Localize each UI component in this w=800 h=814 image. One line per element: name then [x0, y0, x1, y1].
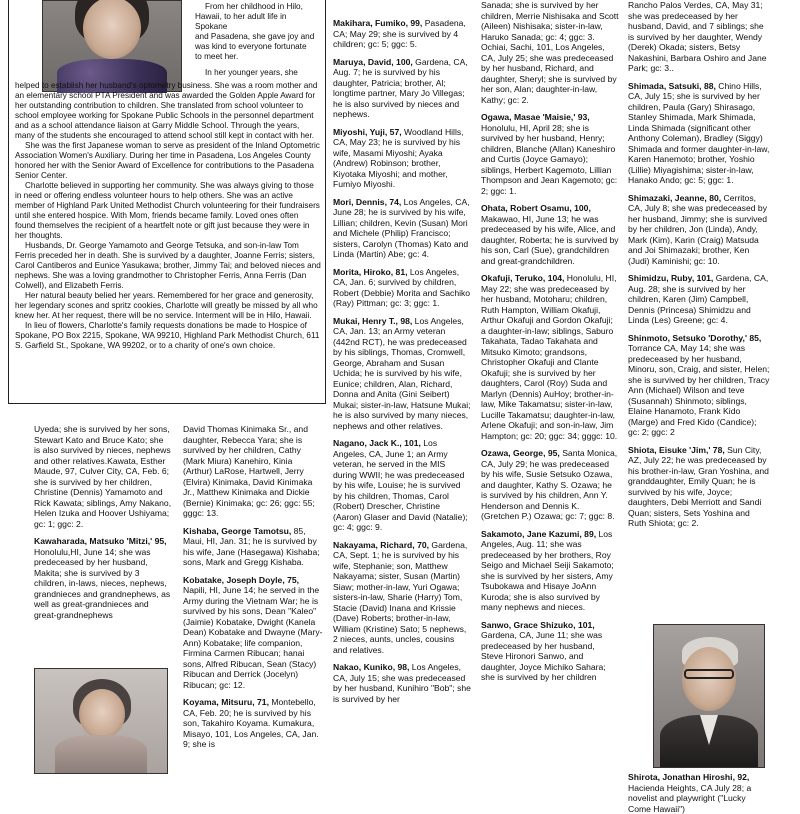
- obituary-entry: [628, 193, 770, 267]
- intro-line: In her younger years, she: [205, 68, 298, 77]
- entry-name: Koyama, Mitsuru, 71,: [183, 697, 269, 707]
- entry-text: Woodland Hills, CA, May 23; he is survived by his wife, Masami Miyoshi; Ayaka (Andrew) Robinson; brother, Kiyotaka Miyoshi; and mother, Fumiyo Miyoshi.: [333, 126, 464, 189]
- entry-text: Pasadena, CA; May 29; she is survived by 4 children; gc: 5; ggc: 5.: [333, 18, 466, 49]
- obituary-entry: [333, 197, 471, 260]
- obituary-entry: [34, 424, 172, 529]
- entry-name: Okafuji, Teruko, 104,: [481, 273, 565, 283]
- obituary-entry: [333, 57, 471, 120]
- entry-name: Shinmoto, Setsuko 'Dorothy,' 85,: [628, 332, 762, 343]
- entry-name: Shiota, Eisuke 'Jim,' 78,: [628, 444, 725, 455]
- entry-text: Honolulu, HI, April 28; she is survived by her husband, Henry; children, Blanche (Allan) Kaneshiro and Curtis (Joyce Gamayo); siblings, Herbert Kagemoto, Lillian Thompson and Jean Kagemoto; gc: 2; ggc: 1.: [481, 122, 618, 196]
- entry-text: Napili, HI, June 14; he served in the Army during the Vietnam War; he is survived by his sons, Dean "Kaleo" (Jaimie) Kobatake, Dwight (Kanela Dean) Kobatake and Dwayne (Mary-Ann) Kobatake; life companion, Firmina Carmen Ribucan; hanai sons, Alfred Ribucan, Sean (Stacy) Ribucan and Derrick (Jocelyn) Ribucan; gc: 12.: [183, 585, 323, 690]
- feature-paragraph: helped to establish her husband's optometry business. She was a room mother and an elementary school PTA President and was awarded the Golden Apple Award for her outstanding contribution to children. She translated from school volunteer to school employee working for Spokane Public Schools in the personnel department and as a school attendance liaison at Garry Middle School. Through the years, many of the students she encouraged to attend school still kept in contact with her.: [15, 81, 318, 140]
- entry-text: Torrance CA, May 14; she was predeceased by her husband, Minoru, son, Craig, and sister, Helen; she is survived by her children, Tracy Ann (Michael) Wilson and teve (Susannah) Shinmoto; siblings, Elaine Hanamoto, Frank Kido (Marge) and Fred Kido (Candice); gc: 2; ggc: 2: [628, 343, 770, 437]
- entry-name: Miyoshi, Yuji, 57,: [333, 126, 402, 137]
- entry-text: Honolulu, HI, May 22; she was predeceased by her husband, Motoharu; children, Ruth Hampton, William Okafuji, Arthur Okafuji and Gordon Okafuji; a daughter-in-law; siblings, Saburo Takahata, Tadao Takahata and Mitsuko Kimoto; grandsons, Christopher Okafuji and Clante Okafuji; she is survived by her daughters, Carol (Roy) Suda and Marlyn (Dennis) AuHoy; brother-in-law, Mike Takamatsu; sister-in-law, Lucille Takamatsu; daughter-in-law, Arlene Okafuji; and son-in-law, Jim Hampton; gc: 20; ggc: 34; gggc: 10.: [481, 273, 618, 441]
- entry-text: Uyeda; she is survived by her sons, Stewart Kato and Bruce Kato; she is also survived by nieces, nephews and other relatives.Kawata, Esther Maude, 97, Culver City, CA, Feb. 6; she is survived by her children, Christine (Dennis) Yamamoto and Rick Kawata; siblings, Amy Nakano, Helen Izuka and Hoover Ushiyama; gc: 1; ggc: 2.: [34, 424, 172, 529]
- intro-line: From her childhood in Hilo,: [205, 2, 303, 11]
- feature-paragraph: Husbands, Dr. George Yamamoto and George Tetsuka, and son-in-law Tom Ferris preceded her in death. She is survived by a daughter, Joanne Ferris; sisters, Carol Cantiberos and Eunice Yasukawa; brother, Jimmy Tai; and beloved nieces and nephews. She was a loving grandmother to Christopher Ferris, Anna Ferris (Dan Colwell), and Elizabeth Ferris.: [15, 241, 321, 290]
- feature-paragraph: She was the first Japanese woman to serve as president of the Inland Optometric Association Women's Auxiliary. During her time in Pasadena, Los Angeles County honored her with the Senior Award of Excellence for contributions to the Pasadena Senior Center.: [15, 141, 320, 180]
- entry-text: Los Angeles, CA, June 1; an Army veteran, he served in the MIS during WWII; he was predeceased by his wife, Louise; he is survived by his children, Thomas, Carol (Robert) Drescher, Christine (Aaron) Glaser and David (Natalie); gc: 4; ggc: 9.: [333, 438, 468, 532]
- obituary-entry: [628, 772, 770, 814]
- entry-text: Sanada; she is survived by her children, Merrie Nishisaka and Scott (Aileen) Nishisaka; sister-in-law, Haruko Sanada; gc: 4; ggc: 3. Ochiai, Sachi, 101, Los Angeles, CA, July 25; she was predeceased by her husband, Richard, and daughter, Sheryl; she is survived by her son, Alan; daughter-in-law, Kathy; gc: 2.: [481, 0, 619, 105]
- obituary-column-3: [333, 18, 471, 800]
- obituary-entry: [183, 697, 323, 750]
- obituary-entry: [481, 620, 619, 683]
- feature-paragraph: Her natural beauty belied her years. Remembered for her grace and generosity, her legendary scones and spritz cookies, Charlotte will greatly be missed by all who knew her. At her request, there will be no service. Interment will be in Hilo, Hawaii.: [15, 291, 318, 320]
- entry-name: Sanwo, Grace Shizuko, 101,: [481, 619, 595, 630]
- obituary-entry: [183, 424, 323, 519]
- entry-text: Montebello, CA, Feb. 20; he is survived by his son, Takahiro Koyama. Kumakura, Misayo, 101, Los Angeles, CA, Jan. 9; she is: [183, 697, 319, 749]
- intro-line: Hawaii, to her adult life in Spokane: [195, 12, 287, 31]
- intro-line: and Pasadena, she gave joy and: [195, 32, 315, 41]
- entry-text: Los Angeles, CA, July 15; she was predeceased by her husband, Kunihiro "Bob"; she is survived by her: [333, 662, 471, 704]
- entry-text: Makawao, HI, June 13; he was predeceased by his wife, Alice, and daughter, Roberta; he is survived by his son, Carl (Sue), grandchildren and great-grandchildren.: [481, 213, 619, 266]
- entry-name: Ohata, Robert Osamu, 100,: [481, 203, 591, 213]
- feature-intro: [195, 0, 321, 78]
- obituary-entry: [333, 267, 471, 309]
- obituary-entry: [481, 529, 619, 613]
- entry-text: Los Angeles, CA, June 28; he is survived by his wife, Lillian; children, Kevin (Susan) Mori and Michele (Philip) Francisco; sisters, Carolyn (Thomas) Kato and Linda (Martin) Abe; gc: 4.: [333, 196, 470, 259]
- entry-name: Mori, Dennis, 74,: [333, 196, 402, 207]
- entry-text: Honolulu,HI, June 14; she was predeceased by her husband, Makita; she is survived by 3 children, in-laws, nieces, nephews, grandnieces and grandnephews, as well as great-grandnieces and great-grandnephews: [34, 546, 171, 620]
- entry-name: Kishaba, George Tamotsu,: [183, 525, 292, 536]
- entry-name: Shimazaki, Jeanne, 80,: [628, 192, 722, 203]
- entry-text: 85, Maui, HI, Jan. 31; he is survived by his wife, Jane (Hasegawa) Kishaba; sons, Mark and Gregg Kishaba.: [183, 525, 320, 567]
- entry-text: Los Angeles, Aug. 11; she was predeceased by her brothers, Roy Seigo and Michael Seiji Sakamoto; she is survived by her sisters, Amy Tsubokawa and Hisaye JoAnn Kuroda; she is also survived by many nephews and nieces.: [481, 528, 614, 612]
- entry-name: Sakamoto, Jane Kazumi, 89,: [481, 528, 597, 539]
- entry-text: Gardena, CA, Aug. 7; he is survived by his daughter, Patricia; brother, Al; longtime partner, Mary Jo Villegas; he is also survived by nieces and nephews.: [333, 56, 468, 119]
- obituary-entry: [628, 273, 770, 326]
- obituary-entry: [333, 316, 471, 432]
- obituary-column-4: [481, 0, 619, 800]
- entry-text: Gardena, CA, June 11; she was predeceased by her husband, Steve Hironori Sanwo, and daughter, Joyce Michiko Sahara; she is survived by her children: [481, 630, 606, 682]
- obituary-entry: [333, 540, 471, 656]
- entry-text: Rancho Palos Verdes, CA, May 31; she was predeceased by her husband, David, and 7 siblings; she is survived by her daughter, Wendy (Derek) Okada; sisters, Betsy Nakashini, Barbara Oshiro and Jane Park; gc: 3..: [628, 0, 767, 73]
- entry-name: Mukai, Henry T., 98,: [333, 315, 413, 326]
- obituary-entry: [183, 575, 323, 691]
- entry-text: Cerritos, CA, July 8; she was predeceased by her husband, Jimmy; she is survived by her children, Jon (Linda), Andy, Mark (Kim), Karin (Craig) Matsuda and Joi Shimazaki; brother, Ken (Judi) Kaminishi; gc: 10.: [628, 192, 768, 266]
- entry-text: Gardena, CA, Aug. 28; she is survived by her children, Karen (Jim) Campbell, Dennis (Princesa) Shimidzu and Linda (Les) Greene; gc: 4.: [628, 273, 769, 325]
- intro-line: was kind to everyone fortunate: [195, 42, 307, 51]
- entry-name: Nakayama, Richard, 70,: [333, 539, 430, 550]
- entry-name: Kobatake, Joseph Doyle, 75,: [183, 574, 300, 585]
- entry-text: Los Angeles, CA, Jan. 6; survived by children, Robert (Debbie) Morita and Sachiko (Ray) Pittman; gc: 3; ggc: 1.: [333, 266, 471, 308]
- obituary-column-2: [183, 424, 323, 800]
- obituary-column-5-bottom: [628, 772, 770, 814]
- entry-name: Nakao, Kuniko, 98,: [333, 662, 410, 672]
- entry-name: Morita, Hiroko, 81,: [333, 266, 408, 277]
- entry-name: Maruya, David, 100,: [333, 56, 413, 67]
- entry-text: David Thomas Kinimaka Sr., and daughter, Rebecca Yara; she is survived by her children, Cathy (Mark Miura) Kanehiro, Kinia (Arthur) LaRose, Hartwell, Jerry (Elvira) Kinimaka, David Kinimaka Jr., Matthew Kinimaka and Dickie (Bernie) Kinimaka; gc: 26; ggc: 55; gggc: 13.: [183, 424, 315, 518]
- obituary-entry: [628, 0, 770, 74]
- obituary-entry: [628, 445, 770, 529]
- entry-text: Gardena, CA, Sept. 1; he is survived by his wife, Stephanie; son, Matthew Nakayama; sister, Susan (Martin) Siaw; mother-in-law, Yuri Ogawa; sisters-in-law, Sharie (Harry) Tom, Stacie (David) Inana and Krissie (Dave) Roberts; brother-in-law, William (Kristine) Sato; 5 nephews, 2 nieces, aunts, uncles, cousins and relatives.: [333, 539, 468, 655]
- entry-name: Kawaharada, Matsuko 'Mitzi,' 95,: [34, 536, 167, 546]
- feature-obituary-box: [8, 0, 326, 404]
- obituary-entry: [333, 18, 471, 50]
- obituary-entry: [183, 526, 323, 568]
- obituary-photo-shirota: [653, 624, 765, 768]
- obituary-entry: [34, 536, 172, 620]
- entry-text: Los Angeles, CA, Jan. 13; an Army veteran (442nd RCT), he was predeceased by his siblings, Thomas, Cromwell, George, Abraham and Susan Uchida; he is survived by his wife, Eunice; children, Alan, Richard, Donna and Anita (Gini Seibert) Mukai; sister-in-law, Hatsune Mukai; he is also survived by many nieces, nephews and other relatives.: [333, 315, 471, 431]
- obituary-entry: [628, 333, 770, 438]
- obituary-photo-kimura: [34, 668, 168, 774]
- entry-text: Chino Hills, CA, July 15; she is survived by her children, Paula (Gary) Shirasago, Stanley Shimada, Mark Shimada, Linda Shimada (significant other Anthony Coleman), Bradley (Siggy) Shimada and former daughter-in-law, Karen Hanemoto; brother, Yoshio (Lillie) Miyagishima; sister-in-law, Hanako Ando; gc: 5; ggc: 1.: [628, 80, 770, 185]
- entry-name: Ogawa, Masae 'Maisie,' 93,: [481, 112, 590, 122]
- obituary-entry: [481, 273, 619, 441]
- entry-name: Ozawa, George, 95,: [481, 448, 560, 458]
- entry-name: Shirota, Jonathan Hiroshi, 92,: [628, 772, 750, 782]
- entry-name: Shimidzu, Ruby, 101,: [628, 273, 714, 283]
- obituary-entry: [333, 662, 471, 704]
- entry-text: Santa Monica, CA, July 29; he was predeceased by his wife, Susie Setsuko Ozawa, and daughter, Kathy S. Ozawa; he is survived by his children, Ann Y. Henderson and Dennis K. (Gretchen P.) Ozawa; gc: 7; ggc: 8.: [481, 448, 618, 521]
- intro-line: to meet her.: [195, 52, 239, 61]
- obituary-entry: [481, 203, 619, 266]
- obituary-entry: [333, 438, 471, 533]
- entry-name: Shimada, Satsuki, 88,: [628, 80, 716, 91]
- obituary-entry: [481, 0, 619, 105]
- entry-name: Makihara, Fumiko, 99,: [333, 18, 423, 28]
- feature-paragraph: In lieu of flowers, Charlotte's family requests donations be made to Hospice of Spokane, PO Box 2215, Spokane, WA 99210, Highland Park Methodist Church, 611 S. Garfield St., Spokane, WA 99202, or to a charity of one's own choice.: [15, 321, 320, 350]
- obituary-entry: [481, 112, 619, 196]
- entry-text: Sun City, AZ, July 22; he was predeceased by his brother-in-law, Gran Yoshina, and granddaughter, Emily Quan; he is survived by his wife, Joyce; daughters, Debi Merriott and Sandi Quan; sisters, Sets Yoshina and Ruth Shiota; gc: 2.: [628, 444, 769, 528]
- obituary-entry: [628, 81, 770, 186]
- entry-text: Hacienda Heights, CA July 28; a novelist and playwright ("Lucky Come Hawaii"): [628, 782, 752, 814]
- entry-name: Nagano, Jack K., 101,: [333, 438, 421, 448]
- obituary-entry: [333, 127, 471, 190]
- feature-paragraph: Charlotte believed in supporting her community. She was always giving to those in need or offering endless volunteer hours to help others. She was an active member of Highland Park United Methodist Church volunteering for their fundraisers until she entered hospice. With Mom, friends became family. Loved ones often found themselves the recipient of a heartfelt note or gift just because they were in her thoughts.: [15, 181, 320, 240]
- obituary-entry: [481, 448, 619, 522]
